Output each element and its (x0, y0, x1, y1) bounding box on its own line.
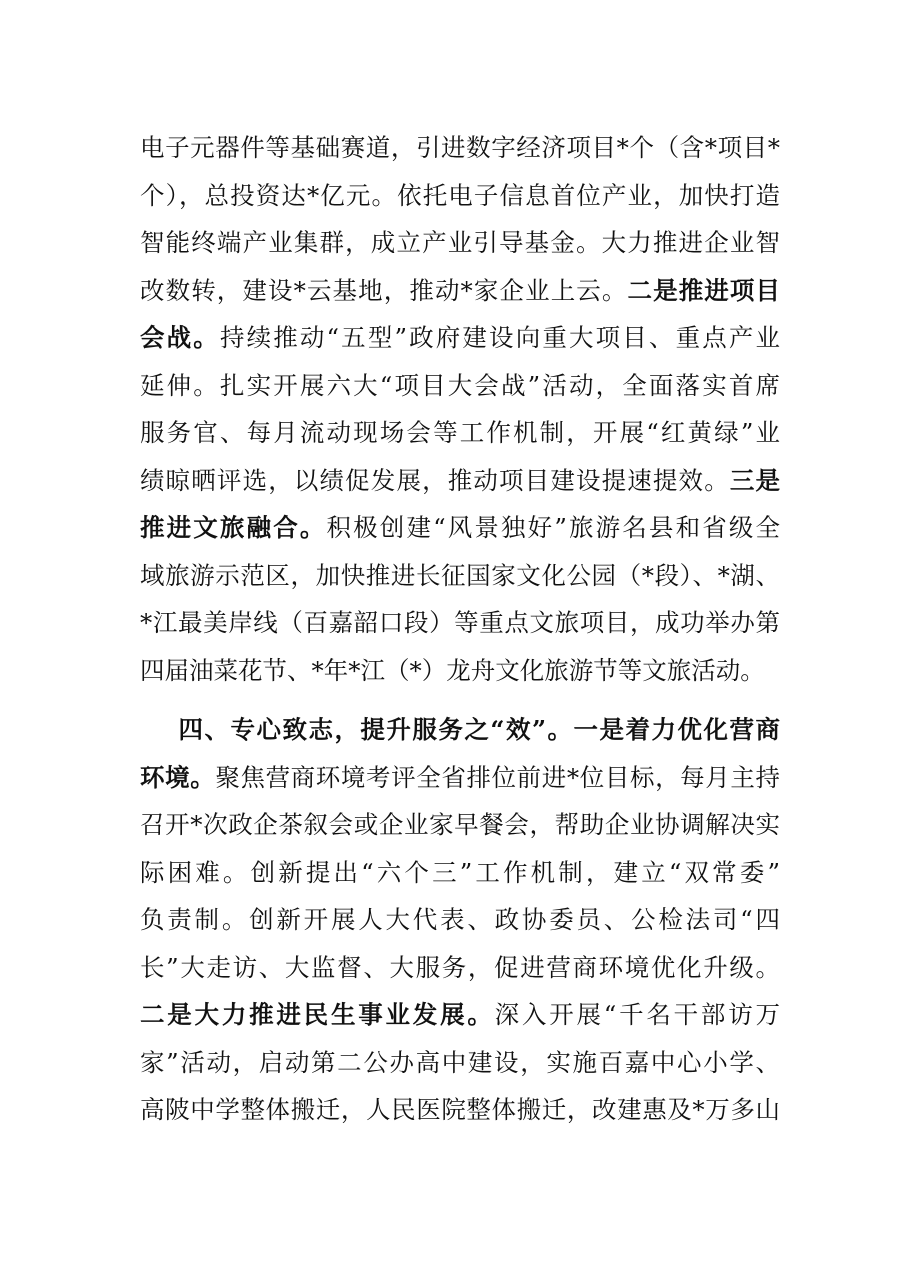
text-line (140, 754, 780, 802)
text-line (140, 219, 780, 267)
text-line (140, 849, 780, 897)
text-segment: 电子元器件等基础赛道，引进数字经济项目*个（含*项目* (140, 133, 780, 162)
text-line (140, 362, 780, 410)
text-segment: *江最美岸线（百嘉韶口段）等重点文旅项目，成功举办第 (140, 608, 780, 637)
paragraph-section-four (140, 706, 780, 1134)
text-line (140, 801, 780, 849)
text-segment: 召开*次政企茶叙会或企业家早餐会，帮助企业协调解决实 (140, 810, 780, 839)
text-segment: 域旅游示范区，加快推进长征国家文化公园（*段）、*湖、 (140, 560, 780, 590)
text-line (140, 991, 780, 1039)
bold-heading-segment: 三是 (729, 465, 781, 495)
text-segment: 深入开展“千名干部访万 (494, 1000, 780, 1029)
text-line (140, 552, 780, 600)
text-segment: 负责制。创新开展人大代表、政协委员、公检法司“四 (140, 905, 780, 934)
text-segment: 延伸。扎实开展六大“项目大会战”活动，全面落实首席 (140, 370, 780, 400)
text-line (140, 172, 780, 220)
bold-heading-segment: 二是大力推进民生事业发展。 (140, 1000, 495, 1029)
bold-heading-segment: 二是推进项目 (627, 275, 780, 305)
text-segment: 智能终端产业集群，成立产业引导基金。大力推进企业智 (140, 228, 780, 257)
bold-heading-segment: 会战。 (140, 323, 220, 352)
text-segment: 持续推动“五型”政府建设向重大项目、重点产业 (219, 323, 780, 352)
text-segment: 聚焦营商环境考评全省排位前进*位目标，每月主持 (215, 762, 781, 792)
document-body (140, 124, 780, 1134)
text-line (140, 647, 780, 695)
text-segment: 高陂中学整体搬迁，人民医院整体搬迁，改建惠及*万多山 (140, 1095, 780, 1124)
text-segment: 长”大走访、大监督、大服务，促进营商环境优化升级。 (140, 952, 780, 982)
text-segment: 四届油菜花节、*年*江（*）龙舟文化旅游节等文旅活动。 (140, 655, 765, 685)
section-heading: 四、专心致志，提升服务之“效”。一是着力优化营商 (177, 715, 780, 744)
text-segment: 家”活动，启动第二公办高中建设，实施百嘉中心小学、 (140, 1047, 780, 1077)
text-line (140, 1086, 780, 1134)
section-heading-line (140, 706, 780, 754)
text-line (140, 409, 780, 457)
text-line (140, 314, 780, 362)
text-segment: 个），总投资达*亿元。依托电子信息首位产业，加快打造 (140, 180, 780, 210)
bold-heading-segment: 环境。 (140, 762, 216, 792)
text-segment: 改数转，建设*云基地，推动*家企业上云。 (140, 275, 628, 305)
text-segment: 际困难。创新提出“六个三”工作机制，建立“双常委” (140, 857, 780, 887)
text-line (140, 457, 780, 505)
text-line (140, 504, 780, 552)
text-line (140, 1039, 780, 1087)
text-line (140, 599, 780, 647)
paragraph-continuation (140, 124, 780, 694)
text-line (140, 124, 780, 172)
text-line (140, 267, 780, 315)
text-segment: 积极创建“风景独好”旅游名县和省级全 (326, 513, 780, 542)
text-segment: 绩晾晒评选，以绩促发展，推动项目建设提速提效。 (140, 465, 730, 495)
text-line (140, 896, 780, 944)
text-line (140, 944, 780, 992)
text-segment: 服务官、每月流动现场会等工作机制，开展“红黄绿”业 (140, 418, 780, 447)
bold-heading-segment: 推进文旅融合。 (140, 513, 327, 542)
